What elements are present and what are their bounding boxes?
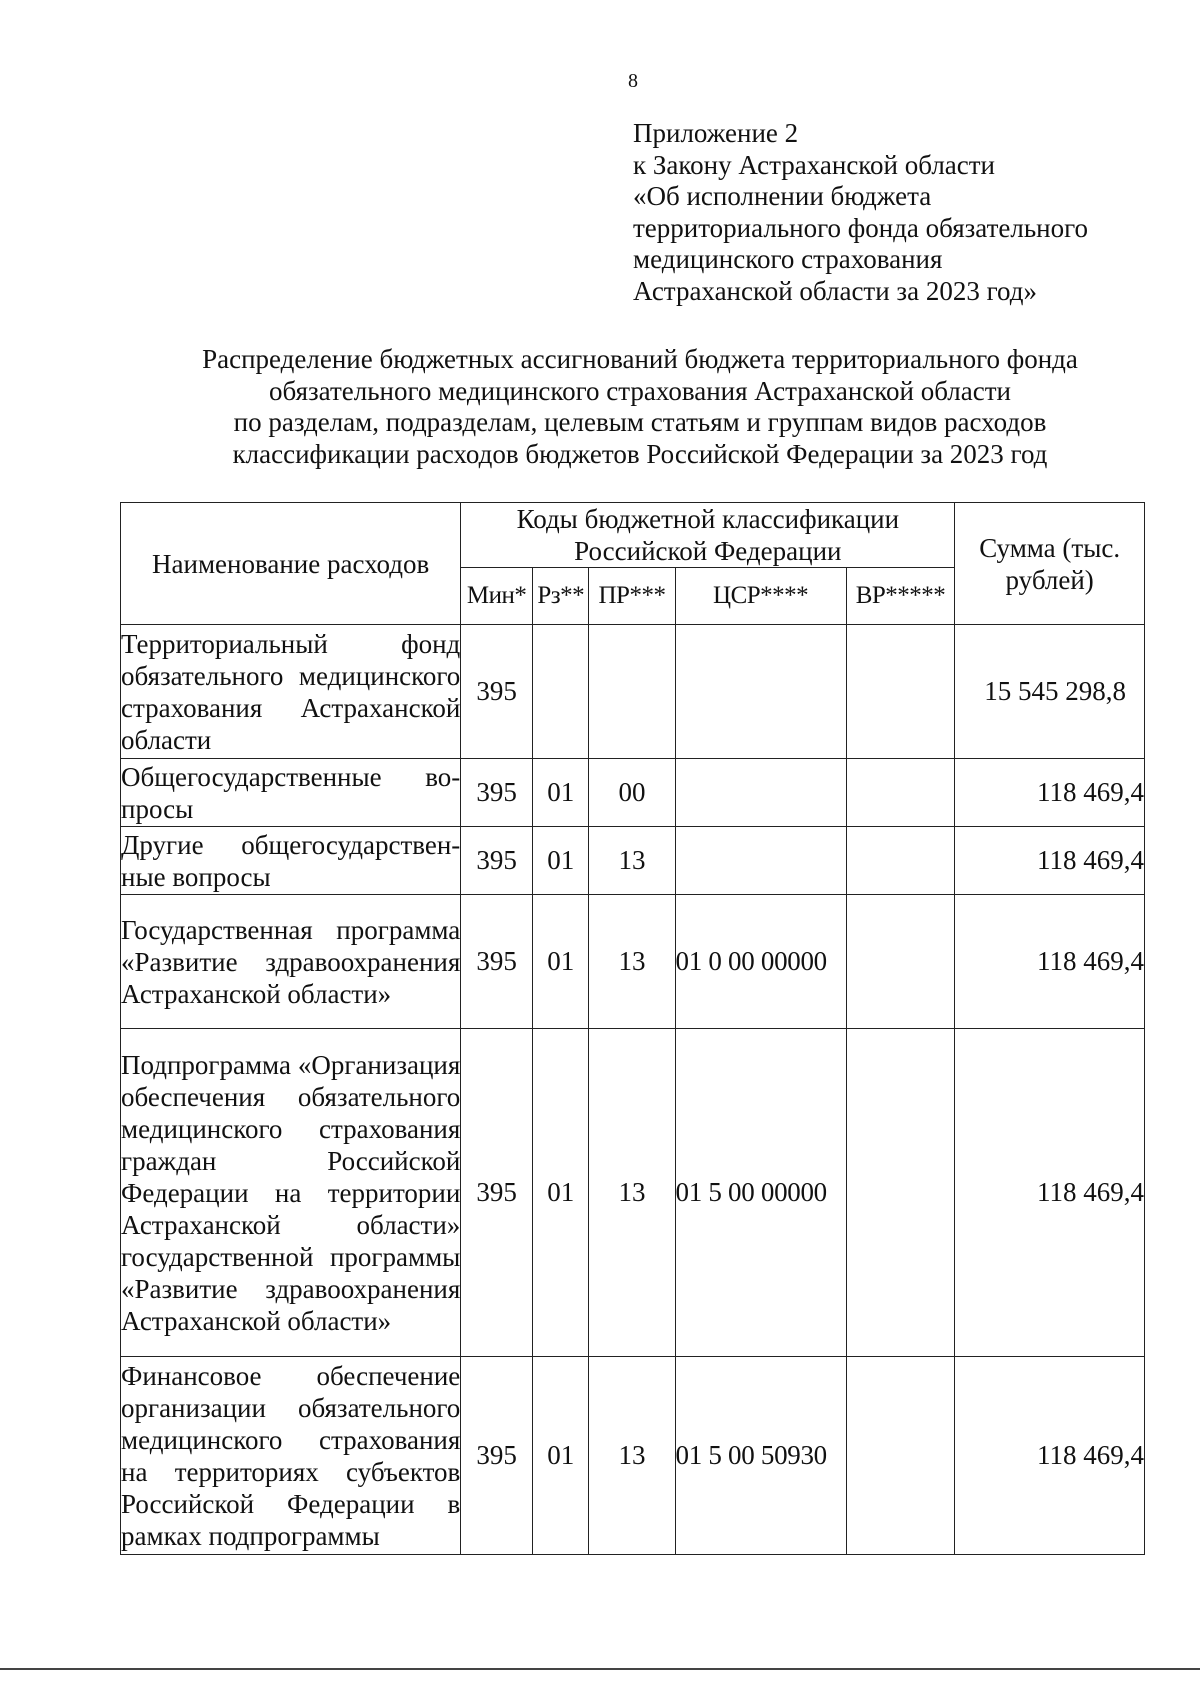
row-rz: 01 <box>533 827 589 895</box>
row-sum: 118 469,4 <box>955 759 1145 827</box>
table-row <box>121 1357 1145 1555</box>
table-row <box>121 1029 1145 1357</box>
row-csr: 01 5 00 00000 <box>675 1029 846 1357</box>
header-vr: ВР***** <box>846 568 955 625</box>
appendix-line: «Об исполнении бюджета <box>633 181 932 211</box>
appendix-line: медицинского страхования <box>633 244 943 274</box>
row-min: 395 <box>461 827 533 895</box>
row-rz: 01 <box>533 1357 589 1555</box>
row-pr: 13 <box>589 895 675 1029</box>
title-line: Распределение бюджетных ассигнований бюджета территориального фонда <box>202 344 1078 374</box>
row-vr <box>846 1357 955 1555</box>
row-sum: 118 469,4 <box>955 1029 1145 1357</box>
row-sum: 118 469,4 <box>955 895 1145 1029</box>
header-min: Мин* <box>461 568 533 625</box>
row-name: Другие общегосударственные вопросы <box>121 827 461 895</box>
budget-table <box>120 502 1145 1555</box>
row-pr: 13 <box>589 1357 675 1555</box>
table-row <box>121 625 1145 759</box>
row-rz <box>533 625 589 759</box>
row-min: 395 <box>461 625 533 759</box>
row-pr: 13 <box>589 1029 675 1357</box>
appendix-line: Астраханской области за 2023 год» <box>633 275 1037 306</box>
row-min: 395 <box>461 1357 533 1555</box>
row-pr: 13 <box>589 827 675 895</box>
row-min: 395 <box>461 895 533 1029</box>
row-vr <box>846 827 955 895</box>
row-sum: 15 545 298,8 <box>955 625 1145 759</box>
bottom-divider <box>0 1668 1200 1670</box>
appendix-line: к Закону Астраханской области <box>633 149 996 180</box>
header-codes-group: Коды бюджетной классификации Российской Федерации <box>461 503 955 568</box>
appendix-line: Приложение 2 <box>633 118 799 148</box>
row-sum: 118 469,4 <box>955 1357 1145 1555</box>
row-csr <box>675 625 846 759</box>
title-line: обязательного медицинского страхования Астраханской области <box>269 375 1011 406</box>
row-pr <box>589 625 675 759</box>
row-csr <box>675 759 846 827</box>
table-row <box>121 895 1145 1029</box>
row-csr: 01 5 00 50930 <box>675 1357 846 1555</box>
header-sum: Сумма (тыс. рублей) <box>955 503 1145 625</box>
header-pr: ПР*** <box>589 568 675 625</box>
row-vr <box>846 759 955 827</box>
row-vr <box>846 1029 955 1357</box>
row-rz: 01 <box>533 759 589 827</box>
header-rz: Рз** <box>533 568 589 625</box>
header-csr: ЦСР**** <box>675 568 846 625</box>
row-vr <box>846 895 955 1029</box>
title-line: по разделам, подразделам, целевым статьям и группам видов расходов <box>233 407 1047 437</box>
page-number: 8 <box>628 70 638 92</box>
header-name: Наименование расходов <box>121 503 461 625</box>
row-name: Финансовое обеспечение организации обязательного медицинского страхования на территориях субъектов Российской Федерации в рамках подпрограммы <box>121 1357 461 1555</box>
row-min: 395 <box>461 759 533 827</box>
table-row <box>121 827 1145 895</box>
row-min: 395 <box>461 1029 533 1357</box>
row-rz: 01 <box>533 895 589 1029</box>
title-line: классификации расходов бюджетов Российской Федерации за 2023 год <box>232 438 1048 469</box>
row-name: Подпрограмма «Организация обеспечения обязательного медицинского страхования граждан Российской Федерации на территории Астраханской области» государственной программы «Развитие здравоохранения Астраханской области» <box>121 1029 461 1357</box>
table-header-row <box>121 503 1145 568</box>
row-name: Государственная программа «Развитие здравоохранения Астраханской области» <box>121 895 461 1029</box>
document-title <box>120 344 1160 470</box>
row-name: Территориальный фонд обязательного медицинского страхования Астраханской области <box>121 625 461 759</box>
row-vr <box>846 625 955 759</box>
row-csr <box>675 827 846 895</box>
appendix-line: территориального фонда обязательного <box>633 212 1089 243</box>
table-row <box>121 759 1145 827</box>
row-rz: 01 <box>533 1029 589 1357</box>
row-sum: 118 469,4 <box>955 827 1145 895</box>
appendix-block <box>633 118 1173 307</box>
row-pr: 00 <box>589 759 675 827</box>
row-csr: 01 0 00 00000 <box>675 895 846 1029</box>
row-name: Общегосударственные вопросы <box>121 759 461 827</box>
